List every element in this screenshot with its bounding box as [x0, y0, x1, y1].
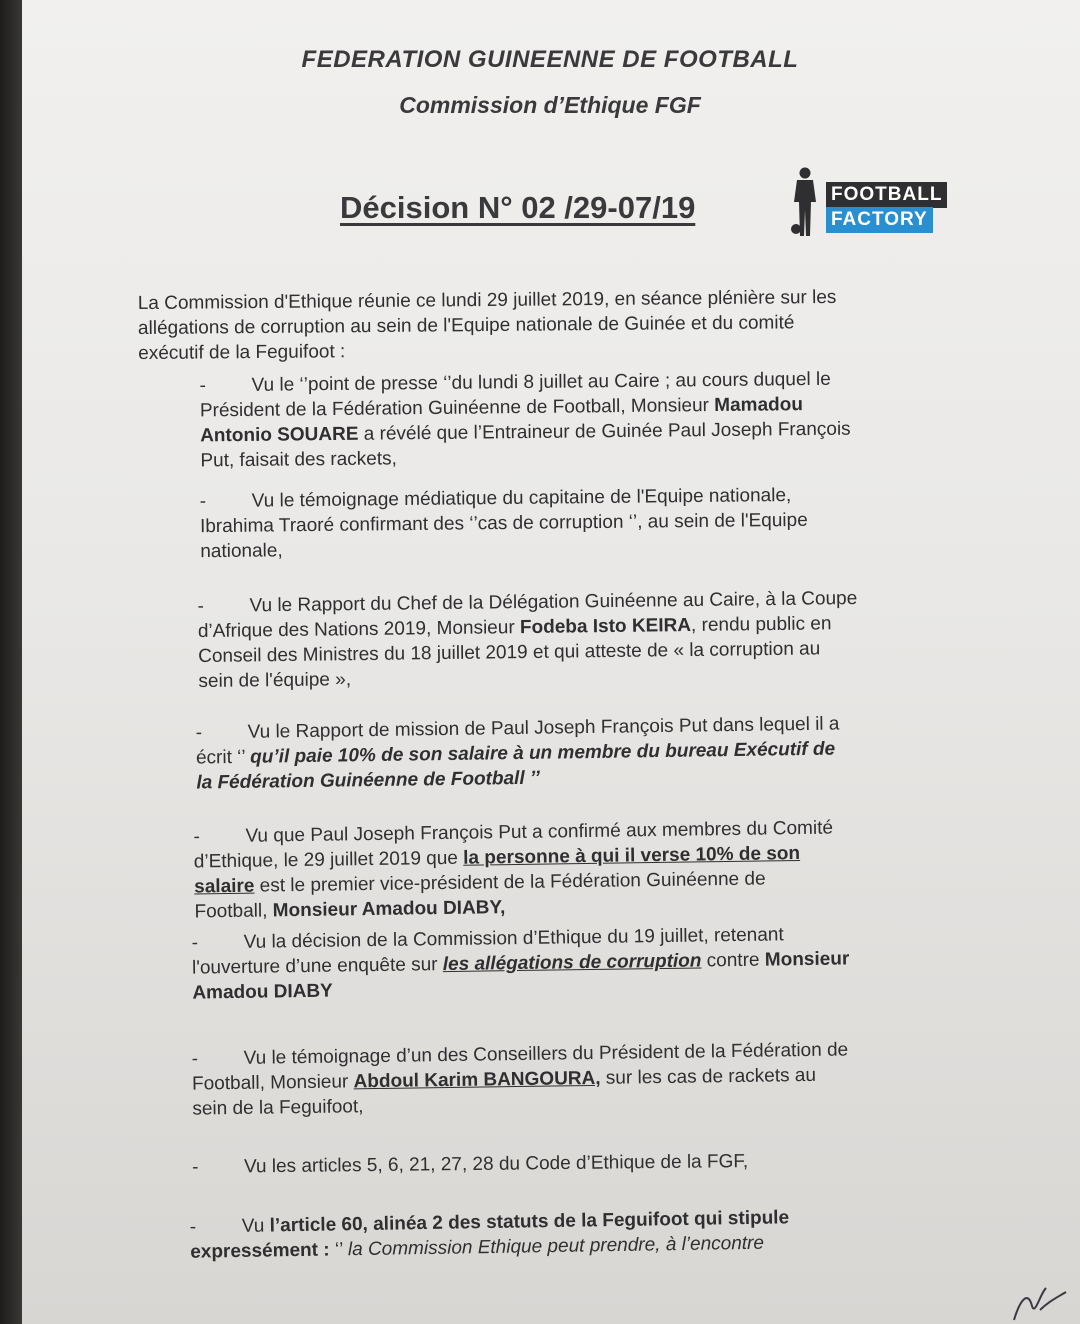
item-text: Put, faisait des rackets, [200, 448, 397, 472]
item-text: Ibrahima Traoré confirmant des ‘’cas de corruption ‘’, au sein de l'Equipe [199, 509, 808, 538]
item-text: Vu le témoignage médiatique du capitaine de l'Equipe nationale, [251, 484, 792, 512]
item-text: Vu le Rapport du Chef de la Délégation Guinéenne au Caire, à la Coupe [249, 587, 858, 617]
article-reference: l’article 60, alinéa 2 des statuts de la Feguifoot qui stipule [269, 1207, 790, 1237]
considerant-item [197, 586, 858, 694]
considerant-item [192, 921, 850, 1005]
item-text: Vu le ‘’point de presse ‘’du lundi 8 juillet au Caire ; au cours duquel le [251, 368, 831, 396]
item-text: sein de la Feguifoot, [192, 1096, 364, 1120]
person-name: Mamadou [714, 394, 804, 417]
item-dash: - [191, 932, 199, 954]
item-text: est le premier vice-président de la Fédération Guinéenne de [254, 868, 766, 897]
item-dash: - [191, 1156, 199, 1178]
football-factory-logo [788, 166, 948, 238]
commission-title: Commission d’Ethique FGF [399, 92, 701, 118]
item-text: Football, Monsieur [191, 1071, 354, 1095]
considerant-item [196, 712, 841, 796]
decision-number: Décision N° 02 /29-07/19 [340, 190, 696, 225]
considerant-item [192, 1037, 849, 1121]
item-dash: - [191, 1048, 199, 1070]
item-dash: - [197, 595, 205, 618]
item-text: nationale, [200, 540, 283, 563]
considerant-item [192, 1149, 748, 1180]
item-text: sur les cas de rackets au [600, 1064, 817, 1089]
logo-text-football: FOOTBALL [826, 182, 947, 208]
item-dash: - [193, 826, 200, 848]
considerant-item [200, 483, 808, 564]
document-page [20, 0, 1080, 1324]
item-dash: - [195, 722, 203, 744]
intro-line: allégations de corruption au sein de l'Equipe nationale de Guinée et du comité [137, 312, 795, 340]
item-dash: - [199, 375, 207, 397]
federation-title: FEDERATION GUINEENNE DE FOOTBALL [301, 46, 799, 73]
considerant-item [190, 1205, 790, 1264]
item-text: l'ouverture d’une enquête sur [191, 954, 443, 979]
signature-mark [1010, 1280, 1070, 1324]
item-text: Vu le Rapport de mission de Paul Joseph François Put dans lequel il a [247, 713, 840, 743]
item-text: sein de l'équipe », [198, 669, 352, 693]
person-name: Monsieur Amadou DIABY, [272, 897, 506, 922]
item-text: Vu [241, 1215, 270, 1237]
item-text: Vu le témoignage d’un des Conseillers du Président de la Fédération de [243, 1039, 849, 1069]
person-name: Amadou DIABY [192, 980, 333, 1004]
item-text: Conseil des Ministres du 18 juillet 2019 et qui atteste de « la corruption au [198, 638, 821, 668]
quoted-statement: la Commission Ethique peut prendre, à l’encontre [347, 1232, 765, 1261]
quoted-statement: la Fédération Guinéenne de Football ’’ [196, 767, 540, 794]
item-text: Football, [194, 900, 273, 923]
item-dash: - [189, 1216, 197, 1238]
considerant-item [199, 367, 851, 474]
item-text: ‘’ [329, 1239, 349, 1261]
underlined-phrase: les allégations de corruption [442, 950, 702, 976]
logo-text-factory: FACTORY [826, 207, 933, 233]
item-text: Vu la décision de la Commission d’Ethique du 19 juillet, retenant [243, 924, 784, 953]
item-text: a révélé que l’Entraineur de Guinée Paul Joseph François [358, 418, 851, 445]
person-name: Fodeba Isto KEIRA [519, 615, 692, 639]
item-text: écrit ‘’ [195, 746, 251, 769]
item-text: d’Afrique des Nations 2019, Monsieur [197, 617, 521, 643]
intro-line: La Commission d'Ethique réunie ce lundi 29 juillet 2019, en séance plénière sur les [137, 286, 837, 315]
item-text: contre [701, 949, 765, 972]
player-silhouette-icon [788, 166, 822, 238]
intro-paragraph [138, 285, 837, 366]
person-name: Antonio SOUARE [200, 423, 359, 447]
person-name: Abdoul Karim BANGOURA, [353, 1067, 601, 1093]
intro-line: exécutif de la Feguifoot : [138, 341, 346, 365]
item-text: d’Ethique, le 29 juillet 2019 que [193, 847, 464, 873]
item-text: Président de la Fédération Guinéenne de Football, Monsieur [199, 395, 715, 422]
underlined-phrase: la personne à qui il verse 10% de son [463, 843, 801, 869]
article-reference: expressément : [190, 1239, 330, 1263]
item-text: Vu les articles 5, 6, 21, 27, 28 du Code d’Ethique de la FGF, [243, 1151, 749, 1178]
item-text: , rendu public en [690, 613, 832, 637]
item-text: Vu que Paul Joseph François Put a confirmé aux membres du Comité [245, 817, 834, 847]
item-dash: - [199, 491, 207, 513]
considerant-item [193, 816, 834, 925]
page-edge-shadow [0, 0, 22, 1324]
quoted-statement: qu’il paie 10% de son salaire à un membre du bureau Exécutif de [250, 738, 836, 768]
person-name: Monsieur [764, 948, 850, 971]
underlined-phrase: salaire [194, 875, 255, 898]
